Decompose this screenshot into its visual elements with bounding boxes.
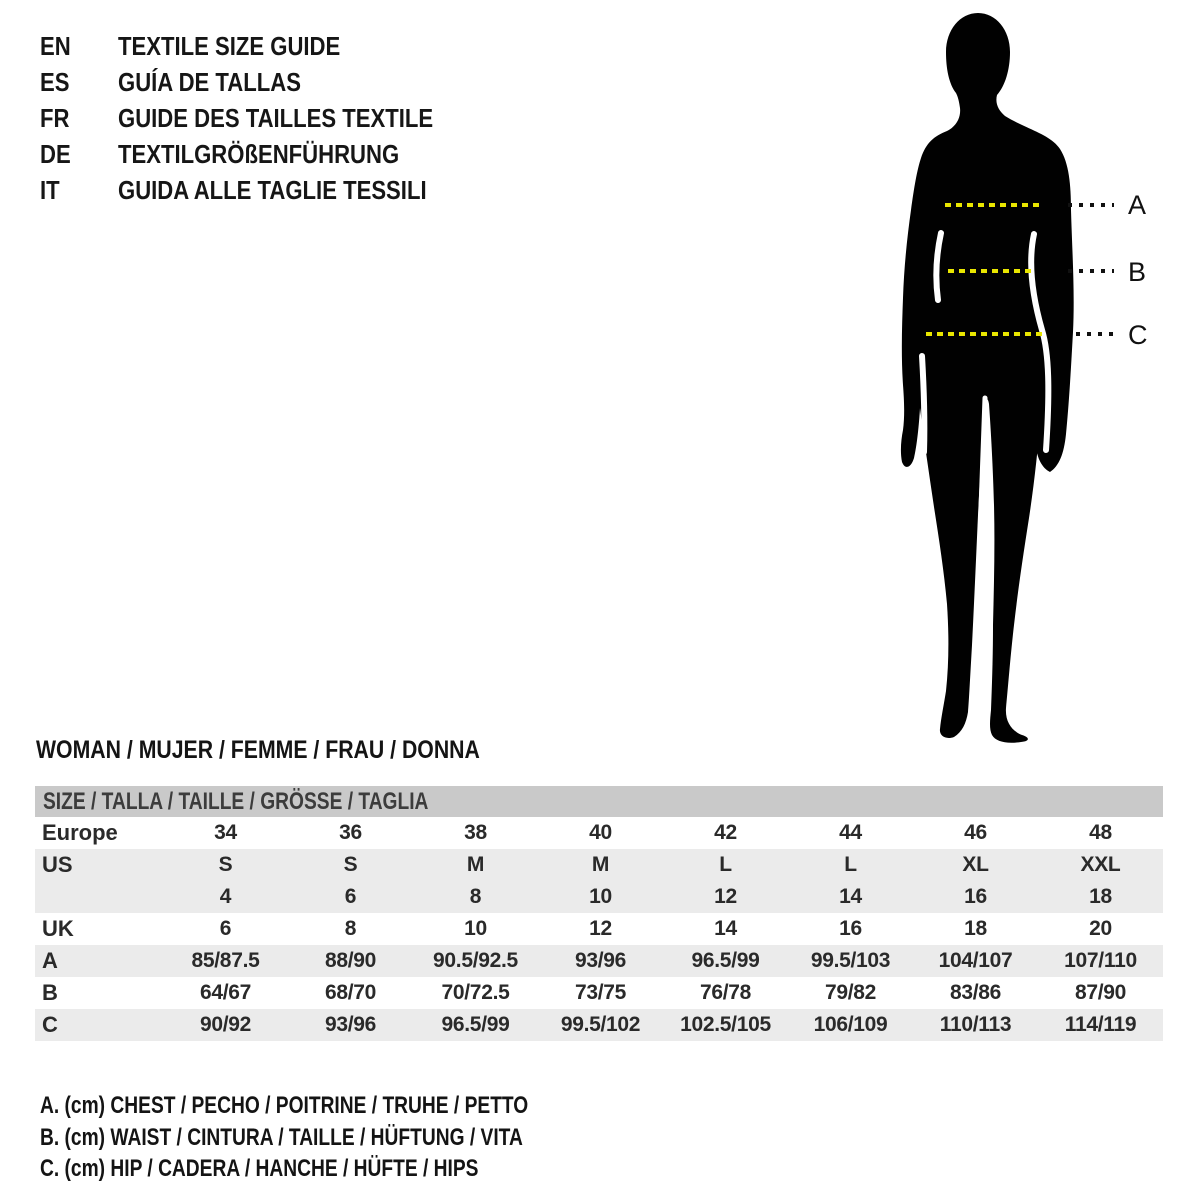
lang-row-es [40,64,489,100]
table-row-uk [35,913,1163,945]
table-cell: 85/87.5 [191,949,260,972]
table-cell: 10 [464,917,487,940]
lang-row-de [40,136,489,172]
table-cell: M [466,853,485,876]
table-header-text: SIZE / TALLA / TAILLE / GRÖSSE / TAGLIA [43,787,429,815]
table-row-us-numbers [35,881,1163,913]
table-cell: 44 [839,821,862,844]
lang-title [118,136,449,172]
table-cell: 96.5/99 [441,1013,510,1036]
table-cell: 18 [964,917,987,940]
table-cell: 36 [339,821,362,844]
note-hip [40,1153,650,1185]
table-cell: 16 [839,917,862,940]
note-chest-text: A. (cm) CHEST / PECHO / POITRINE / TRUHE / PETTO [40,1092,529,1119]
marker-label-b: B [1128,257,1147,287]
table-cell: 73/75 [574,981,627,1004]
row-label: US [42,852,73,877]
row-label: C [42,1012,58,1037]
table-cell: 8 [469,885,482,908]
note-waist [40,1122,650,1154]
lang-title [118,100,489,136]
table-cell: 76/78 [699,981,752,1004]
table-cell: 16 [964,885,987,908]
table-cell: 42 [714,821,737,844]
lang-code [40,136,118,172]
language-title-list [40,28,489,208]
table-cell: 96.5/99 [691,949,760,972]
lang-code-text: EN [40,31,71,61]
table-cell: M [591,853,610,876]
lang-code-text: DE [40,139,71,169]
table-cell: S [218,853,233,876]
marker-label-c: C [1128,320,1148,350]
table-cell: 64/67 [199,981,252,1004]
table-cell: L [719,853,732,876]
lang-code [40,100,118,136]
lang-code-text: FR [40,103,70,133]
section-title-text: WOMAN / MUJER / FEMME / FRAU / DONNA [36,736,480,764]
table-row-us-letters [35,849,1163,881]
table-cell: 20 [1089,917,1112,940]
woman-silhouette [880,0,1200,760]
row-label: A [42,948,58,973]
table-cell: 12 [589,917,612,940]
note-waist-text: B. (cm) WAIST / CINTURA / TAILLE / HÜFTUNG / VITA [40,1123,523,1151]
table-cell: 99.5/102 [560,1013,641,1036]
table-cell: 87/90 [1074,981,1127,1004]
table-cell: 8 [344,917,357,940]
lang-code [40,28,118,64]
lang-code-text: ES [40,67,70,97]
table-cell: 34 [214,821,237,844]
table-cell: 12 [714,885,737,908]
table-header-band [35,786,1163,817]
measurement-notes [40,1090,650,1185]
lang-code [40,172,118,208]
table-cell: 88/90 [324,949,377,972]
lang-title-text: TEXTILGRÖßENFÜHRUNG [118,139,400,169]
table-cell: 6 [344,885,357,908]
note-hip-text: C. (cm) HIP / CADERA / HANCHE / HÜFTE / HIPS [40,1155,479,1182]
lang-title-text: GUIDE DES TAILLES TEXTILE [118,103,434,133]
lang-title [118,64,333,100]
table-cell: 107/110 [1064,949,1137,972]
lang-title-text: GUÍA DE TALLAS [118,67,301,97]
table-cell: 48 [1089,821,1112,844]
lang-row-fr [40,100,489,136]
section-title [36,736,558,765]
table-cell: 106/109 [813,1013,888,1036]
table-cell: 14 [839,885,862,908]
gap-left-hand-hip [922,356,924,452]
table-cell: 40 [589,821,612,844]
marker-label-a: A [1128,190,1147,220]
table-row-europe [35,817,1163,849]
lang-title [118,28,379,64]
table-cell: 10 [589,885,612,908]
row-label: B [42,980,58,1005]
table-cell: 93/96 [324,1013,377,1036]
table-cell: XL [962,853,989,876]
table-cell: 102.5/105 [680,1013,771,1036]
note-chest [40,1090,650,1122]
table-cell: 14 [714,917,737,940]
table-row-waist-b [35,977,1163,1009]
lang-title-text: GUIDA ALLE TAGLIE TESSILI [118,175,427,205]
lang-row-it [40,172,489,208]
lang-code-text: IT [40,175,60,205]
table-row-hip-c [35,1009,1163,1041]
lang-title [118,172,481,208]
table-cell: 93/96 [574,949,627,972]
table-cell: L [844,853,857,876]
row-label: Europe [42,820,118,845]
table-cell: 90/92 [199,1013,252,1036]
lang-row-en [40,28,489,64]
table-cell: 110/113 [939,1013,1012,1036]
table-cell: 4 [219,885,232,908]
table-cell: 6 [219,917,232,940]
table-cell: 99.5/103 [810,949,891,972]
table-cell: S [343,853,358,876]
table-cell: XXL [1080,853,1121,876]
table-cell: 46 [964,821,987,844]
lang-title-text: TEXTILE SIZE GUIDE [118,31,341,61]
lang-code [40,64,118,100]
table-cell: 38 [464,821,487,844]
row-label: UK [42,916,74,941]
table-cell: 114/119 [1064,1013,1137,1036]
table-cell: 18 [1089,885,1112,908]
table-cell: 104/107 [938,949,1013,972]
table-cell: 90.5/92.5 [433,949,518,972]
size-table [35,786,1163,1041]
table-cell: 79/82 [824,981,877,1004]
table-cell: 83/86 [949,981,1002,1004]
table-cell: 68/70 [324,981,377,1004]
table-row-chest-a [35,945,1163,977]
table-cell: 70/72.5 [441,981,510,1004]
